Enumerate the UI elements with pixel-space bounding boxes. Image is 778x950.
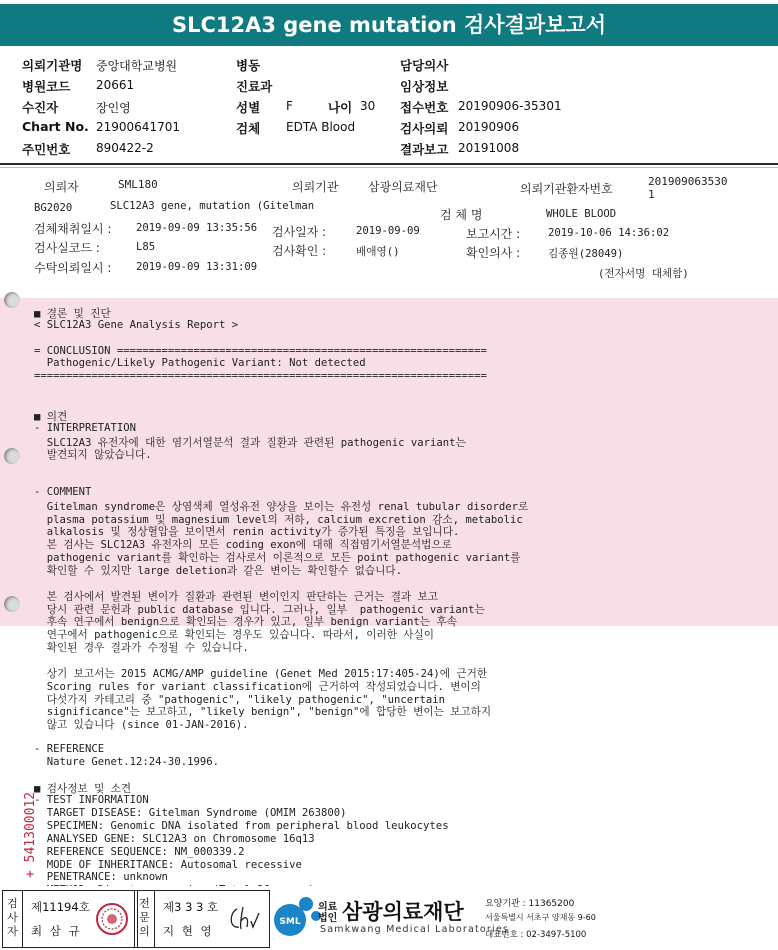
scanned-report [0,170,778,886]
header-field-label: 수진자 [22,100,59,115]
header-field-value: 20190906-35301 [458,99,562,113]
report-line: Pathogenic/Likely Pathogenic Variant: Not detected [34,357,366,370]
specialist-box [134,890,270,948]
header-divider [0,163,778,165]
tester-box [2,890,138,948]
header-field-label: 담당의사 [400,58,449,73]
confirm-label: 확인의사 : [466,246,521,260]
report-line: 확인할 수 있지만 large deletion과 같은 변이는 확인할수 없습니다. [34,565,402,577]
report-line: 당시 관련 문헌과 public database 입니다. 그러나, 일부 pathogenic variant는 [34,603,485,616]
report-line: ■ 검사정보 및 소견 [34,783,132,796]
org-patient-no-value: 201909063530 [648,175,728,188]
punch-hole [4,596,20,612]
header-field-label: 의뢰기관명 [22,58,83,73]
header-field-label: 임상정보 [400,79,449,94]
age-value: 30 [360,99,376,113]
org-license: 요양기관 : 11365200 [485,899,575,909]
side-stamp-number [16,750,46,880]
report-line: pathogenic variant를 확인하는 검사로서 이론적으로 모든 point pathogenic variant를 [34,552,521,565]
report-line: alkalosis 및 정상혈압을 보이면서 renin activity가 증가된 특징을 보입니다. [34,526,460,539]
report-line: - TEST INFORMATION [34,794,149,807]
report-line: ======================================================================= [34,370,487,383]
header-field-label: 병동 [236,58,261,73]
header-field-value: 890422-2 [96,141,154,155]
report-line: 발견되지 않았습니다. [34,449,152,462]
report-line: Nature Genet.12:24-30.1996. [34,755,219,768]
specimen-label: 검 체 명 [440,208,483,222]
org-phone: 대표번호 : 02-3497-5100 [485,930,587,940]
header-field-label: 접수번호 [400,100,449,115]
e-signature-note: (전자서명 대체함) [598,268,689,280]
report-line: 다섯가지 카테고리 중 "pathogenic", "likely pathogenic", "uncertain [34,693,446,706]
report-time-value: 2019-10-06 14:36:02 [548,227,670,239]
report-line: 않고 있습니다 (since 01-JAN-2016). [34,719,249,732]
receipt-label: 수탁의뢰일시 : [34,261,112,275]
header-field-value: 20191008 [458,141,520,155]
org-prefix: 의료법인 [318,902,338,924]
age-label: 나이 [328,100,353,115]
header-field-label: 검사의뢰 [400,121,449,136]
specialist-label: 전문의 [135,891,155,947]
collect-label: 검체채취일시 : [34,222,112,236]
org-label: 의뢰기관 [292,180,339,194]
header-field-label: Chart No. [22,119,89,134]
requester-label: 의뢰자 [44,180,79,194]
header-field-value: 20190906 [458,120,520,134]
report-line: < SLC12A3 Gene Analysis Report > [34,318,239,331]
report-line [34,884,315,886]
tester-label: 검사자 [3,891,23,947]
report-line: ■ 결론 및 진단 [34,308,111,320]
seal-stamp [95,902,129,936]
header-field-label: 진료과 [236,79,273,94]
test-date-value: 2019-09-09 [356,225,420,237]
side-number-text: + 541300012 [23,791,38,878]
specimen-value: WHOLE BLOOD [546,208,617,220]
report-line: 상기 보고서는 2015 ACMG/AMP guideline (Genet Med 2015:17:405-24)에 근거한 [34,667,488,680]
header-field-label: 주민번호 [22,142,71,157]
tester-license: 제11194호 [31,900,90,914]
report-line: Scoring rules for variant classification에 근거하여 작성되었습니다. 변이의 [34,680,481,693]
specialist-name: 지 현 영 [163,924,214,938]
punch-hole [4,292,20,308]
confirm-value: 김종원(28049) [548,248,624,260]
report-line: REFERENCE SEQUENCE: NM_000339.2 [34,845,245,858]
specialist-license: 제3 3 3 호 [163,900,219,914]
header-field-label: 병원코드 [22,79,71,94]
punch-hole [4,448,20,464]
report-line: significance"는 보고하고, "likely benign", "benign"에 합당한 변이는 보고하지 [34,706,492,719]
header-field-value: 20661 [96,78,135,92]
header-field-value: 21900641701 [96,120,180,134]
report-line: 확인된 경우 결과가 수정될 수 있습니다. [34,642,249,655]
header-field-label: 검체 [236,121,261,136]
handwritten-signature [227,903,263,935]
org-patient-no-label: 의뢰기관환자번호 [520,182,613,196]
header-field-label: 성별 [236,100,261,115]
header-field-label: 결과보고 [400,142,449,157]
report-line: plasma potassium 및 magnesium level의 저하, calcium excretion 감소, metabolic [34,513,523,526]
report-time-label: 보고시간 : [466,227,521,241]
svg-text:SML: SML [279,917,301,927]
org-address: 서울특별시 서초구 양재동 9-60 [485,913,596,922]
test-name: SLC12A3 gene, mutation (Gitelman [110,200,315,212]
report-line: MODE OF INHERITANCE: Autosomal recessive [34,858,302,871]
report-line: ANALYSED GENE: SLC12A3 on Chromosome 16q13 [34,832,315,845]
tester-name: 최 삼 규 [31,924,82,938]
report-line: - REFERENCE [34,742,105,755]
org-value: 삼광의료재단 [368,180,438,194]
test-date-label: 검사일자 : [272,225,327,239]
receipt-value: 2019-09-09 13:31:09 [136,261,258,273]
report-line: = CONCLUSION ========================================================== [34,344,487,357]
report-line: PENETRANCE: unknown [34,871,168,884]
report-line: - COMMENT [34,485,92,498]
report-line: TARGET DISEASE: Gitelman Syndrome (OMIM 263800) [34,807,347,820]
report-line: 후속 연구에서 benign으로 확인되는 경우가 있고, 일부 benign variant는 후속 [34,616,457,629]
org-patient-no-value-2: 1 [648,188,655,201]
report-line: - INTERPRETATION [34,421,137,434]
report-line: 본 검사에서 발견된 변이가 질환과 관련된 변이인지 판단하는 근거는 결과 보고 [34,590,439,603]
patient-header [0,50,778,158]
header-field-value: EDTA Blood [286,120,356,134]
report-title: SLC12A3 gene mutation 검사결과보고서 [0,4,778,46]
check-label: 검사확인 : [272,244,327,258]
report-line: SLC12A3 유전자에 대한 염기서열분석 결과 질환과 관련된 pathogenic variant는 [34,436,466,449]
org-english-name: Samkwang Medical Laboratories [320,924,510,935]
report-line: 연구에서 pathogenic으로 확인되는 경우도 있습니다. 따라서, 이러한 사실이 [34,629,435,642]
org-name: 삼광의료재단 [342,900,464,924]
check-value: 배애영() [356,246,400,258]
collect-value: 2019-09-09 13:35:56 [136,222,258,234]
test-code: BG2020 [34,202,73,214]
signature-footer [0,888,778,950]
header-field-value: F [286,99,293,113]
header-field-value: 장인영 [96,101,131,115]
report-line: SPECIMEN: Genomic DNA isolated from peripheral blood leukocytes [34,820,449,832]
room-code-value: L85 [136,241,156,253]
requester-value: SML180 [118,178,158,191]
report-line: 본 검사는 SLC12A3 유전자의 모든 coding exon에 대해 직접염기서열분석법으로 [34,539,452,552]
report-line: Gitelman syndrome은 상염색체 열성유전 양상을 보이는 유전성 renal tubular disorder로 [34,500,529,513]
header-divider-thin [0,167,778,168]
room-code-label: 검사실코드 : [34,241,100,255]
header-field-value: 중앙대학교병원 [96,59,178,73]
report-line: ■ 의견 [34,410,68,423]
